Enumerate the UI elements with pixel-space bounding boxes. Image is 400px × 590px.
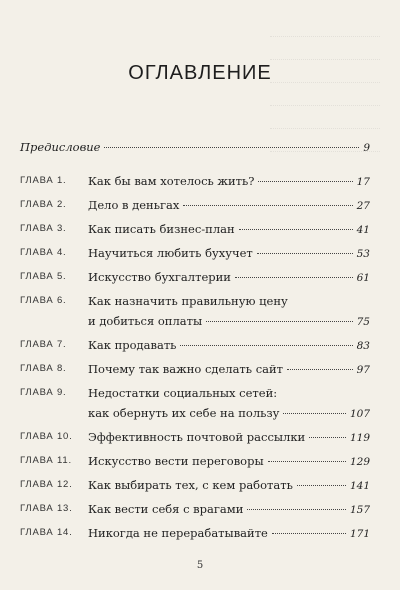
dot-leader [235,277,353,278]
chapter-label: ГЛАВА 14. [20,527,73,538]
chapter-line [88,221,370,237]
chapter-body [88,293,370,329]
chapter-line [88,453,370,469]
chapter-label: ГЛАВА 8. [20,363,67,374]
chapter-line [88,269,370,285]
chapter-body [88,337,370,353]
toc-entry[interactable] [20,337,370,353]
chapter-page: 141 [349,480,370,492]
chapter-label: ГЛАВА 6. [20,295,67,306]
chapter-body [88,173,370,189]
chapter-page: 61 [356,272,370,284]
toc-entry[interactable] [20,453,370,469]
chapter-title: и добиться оплаты [88,314,203,328]
chapter-title: Как продавать [88,338,177,352]
chapter-body [88,221,370,237]
chapter-label: ГЛАВА 11. [20,455,72,466]
chapter-title: Эффективность почтовой рассылки [88,430,306,444]
toc-entry[interactable] [20,293,370,329]
chapter-page: 17 [356,176,370,188]
chapter-body [88,269,370,285]
chapter-page: 119 [349,432,370,444]
chapter-title: Дело в деньгах [88,198,180,212]
chapter-body [88,453,370,469]
toc-entry[interactable] [20,501,370,517]
chapter-body [88,501,370,517]
chapter-line [88,429,370,445]
toc-entry[interactable] [20,221,370,237]
chapter-title: Как назначить правильную цену [88,294,288,308]
toc-entry-preface[interactable] [20,140,370,160]
chapter-page: 97 [356,364,370,376]
dot-leader [268,461,346,462]
chapter-label: ГЛАВА 7. [20,339,67,350]
dot-leader [104,147,359,148]
toc-entry[interactable] [20,173,370,189]
dot-leader [272,533,346,534]
table-of-contents [20,140,370,549]
chapter-body [88,477,370,493]
dot-leader [183,205,352,206]
chapter-body [88,525,370,541]
chapter-title: Как писать бизнес-план [88,222,235,236]
chapter-label: ГЛАВА 10. [20,431,73,442]
chapter-label: ГЛАВА 2. [20,199,67,210]
chapter-body [88,245,370,261]
toc-entry[interactable] [20,385,370,421]
chapter-page: 171 [349,528,370,540]
chapter-title: Научиться любить бухучет [88,246,253,260]
chapter-title: Как вести себя с врагами [88,502,244,516]
chapter-line [88,501,370,517]
chapter-label: ГЛАВА 9. [20,387,67,398]
toc-entry[interactable] [20,245,370,261]
chapter-list [20,173,370,541]
chapter-title: Искусство бухгалтерии [88,270,231,284]
chapter-line [88,361,370,377]
dot-leader [309,437,346,438]
toc-entry[interactable] [20,477,370,493]
chapter-title: Почему так важно сделать сайт [88,362,284,376]
chapter-label: ГЛАВА 4. [20,247,67,258]
chapter-title: Никогда не перерабатывайте [88,526,268,540]
preface-title: Предисловие [20,140,101,154]
dot-leader [180,345,352,346]
chapter-line [88,405,370,421]
dot-leader [297,485,346,486]
chapter-label: ГЛАВА 3. [20,223,67,234]
page-number: 5 [196,560,204,571]
toc-entry[interactable] [20,525,370,541]
chapter-page: 83 [356,340,370,352]
chapter-line [88,245,370,261]
chapter-label: ГЛАВА 13. [20,503,73,514]
dot-leader [287,369,353,370]
chapter-body [88,361,370,377]
chapter-body [88,429,370,445]
chapter-line [88,337,370,353]
toc-entry[interactable] [20,197,370,213]
toc-entry[interactable] [20,429,370,445]
chapter-line [88,313,370,329]
chapter-page: 41 [356,224,370,236]
page-title: ОГЛАВЛЕНИЕ [128,62,272,84]
chapter-title: Недостатки социальных сетей: [88,386,278,400]
chapter-line [88,293,370,309]
chapter-label: ГЛАВА 12. [20,479,73,490]
dot-leader [239,229,353,230]
dot-leader [206,321,352,322]
chapter-line [88,173,370,189]
chapter-page: 157 [349,504,370,516]
chapter-title: как обернуть их себе на пользу [88,406,280,420]
dot-leader [257,253,353,254]
chapter-page: 129 [349,456,370,468]
dot-leader [247,509,346,510]
chapter-title: Искусство вести переговоры [88,454,264,468]
chapter-page: 27 [356,200,370,212]
chapter-label: ГЛАВА 1. [20,175,67,186]
chapter-line [88,525,370,541]
preface-page: 9 [363,142,370,154]
chapter-page: 75 [356,316,370,328]
toc-entry[interactable] [20,269,370,285]
toc-entry[interactable] [20,361,370,377]
dot-leader [283,413,346,414]
chapter-title: Как бы вам хотелось жить? [88,174,255,188]
chapter-label: ГЛАВА 5. [20,271,67,282]
chapter-body [88,197,370,213]
chapter-title: Как выбирать тех, с кем работать [88,478,293,492]
chapter-page: 53 [356,248,370,260]
chapter-line [88,197,370,213]
dot-leader [258,181,352,182]
chapter-page: 107 [349,408,370,420]
chapter-line [88,477,370,493]
chapter-line [88,385,370,401]
chapter-body [88,385,370,421]
